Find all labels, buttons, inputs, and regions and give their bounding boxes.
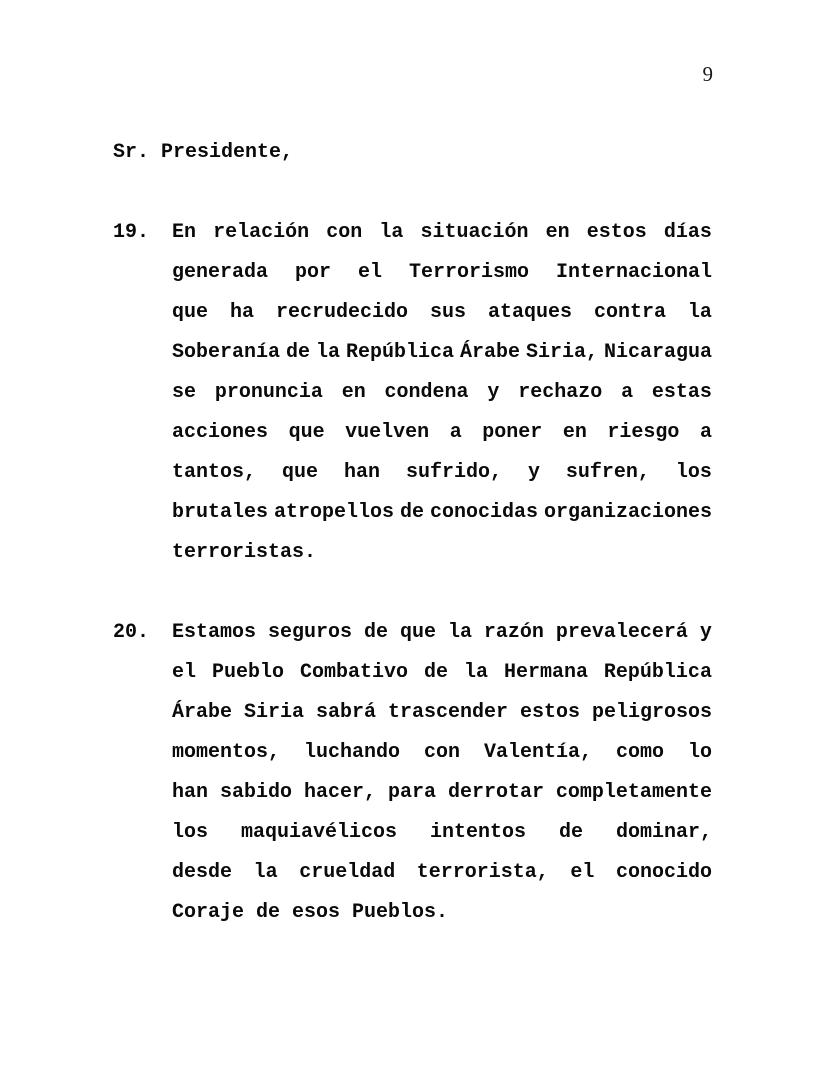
text-line: han sabido hacer, para derrotar completamente <box>172 781 712 804</box>
paragraph-lines <box>172 613 712 933</box>
text-line: los maquiavélicos intentos de dominar, <box>172 821 712 844</box>
text-line: En relación con la situación en estos días <box>172 221 712 244</box>
text-line: brutales atropellos de conocidas organizaciones <box>172 501 712 524</box>
text-line: desde la crueldad terrorista, el conocido <box>172 861 712 884</box>
text-line: el Pueblo Combativo de la Hermana República <box>172 661 712 684</box>
paragraph <box>113 613 712 933</box>
page-number: 9 <box>702 62 713 86</box>
paragraph <box>113 213 712 573</box>
text-line: acciones que vuelven a poner en riesgo a <box>172 421 712 444</box>
paragraph-number: 19. <box>113 221 150 244</box>
text-line: Árabe Siria sabrá trascender estos peligrosos <box>172 701 712 724</box>
text-line: generada por el Terrorismo Internacional <box>172 261 712 284</box>
text-line: Coraje de esos Pueblos. <box>172 901 449 924</box>
salutation: Sr. Presidente, <box>113 141 294 164</box>
text-line: que ha recrudecido sus ataques contra la <box>172 301 712 324</box>
document-body <box>113 133 712 933</box>
text-line: Soberanía de la República Árabe Siria, Nicaragua <box>172 341 712 364</box>
text-line: Estamos seguros de que la razón prevalecerá y <box>172 621 712 644</box>
text-line: tantos, que han sufrido, y sufren, los <box>172 461 712 484</box>
text-line: momentos, luchando con Valentía, como lo <box>172 741 712 764</box>
paragraph-lines <box>172 213 712 573</box>
text-line: se pronuncia en condena y rechazo a estas <box>172 381 712 404</box>
paragraph-number: 20. <box>113 621 150 644</box>
text-line: terroristas. <box>172 541 317 564</box>
paragraph-list <box>113 213 712 933</box>
